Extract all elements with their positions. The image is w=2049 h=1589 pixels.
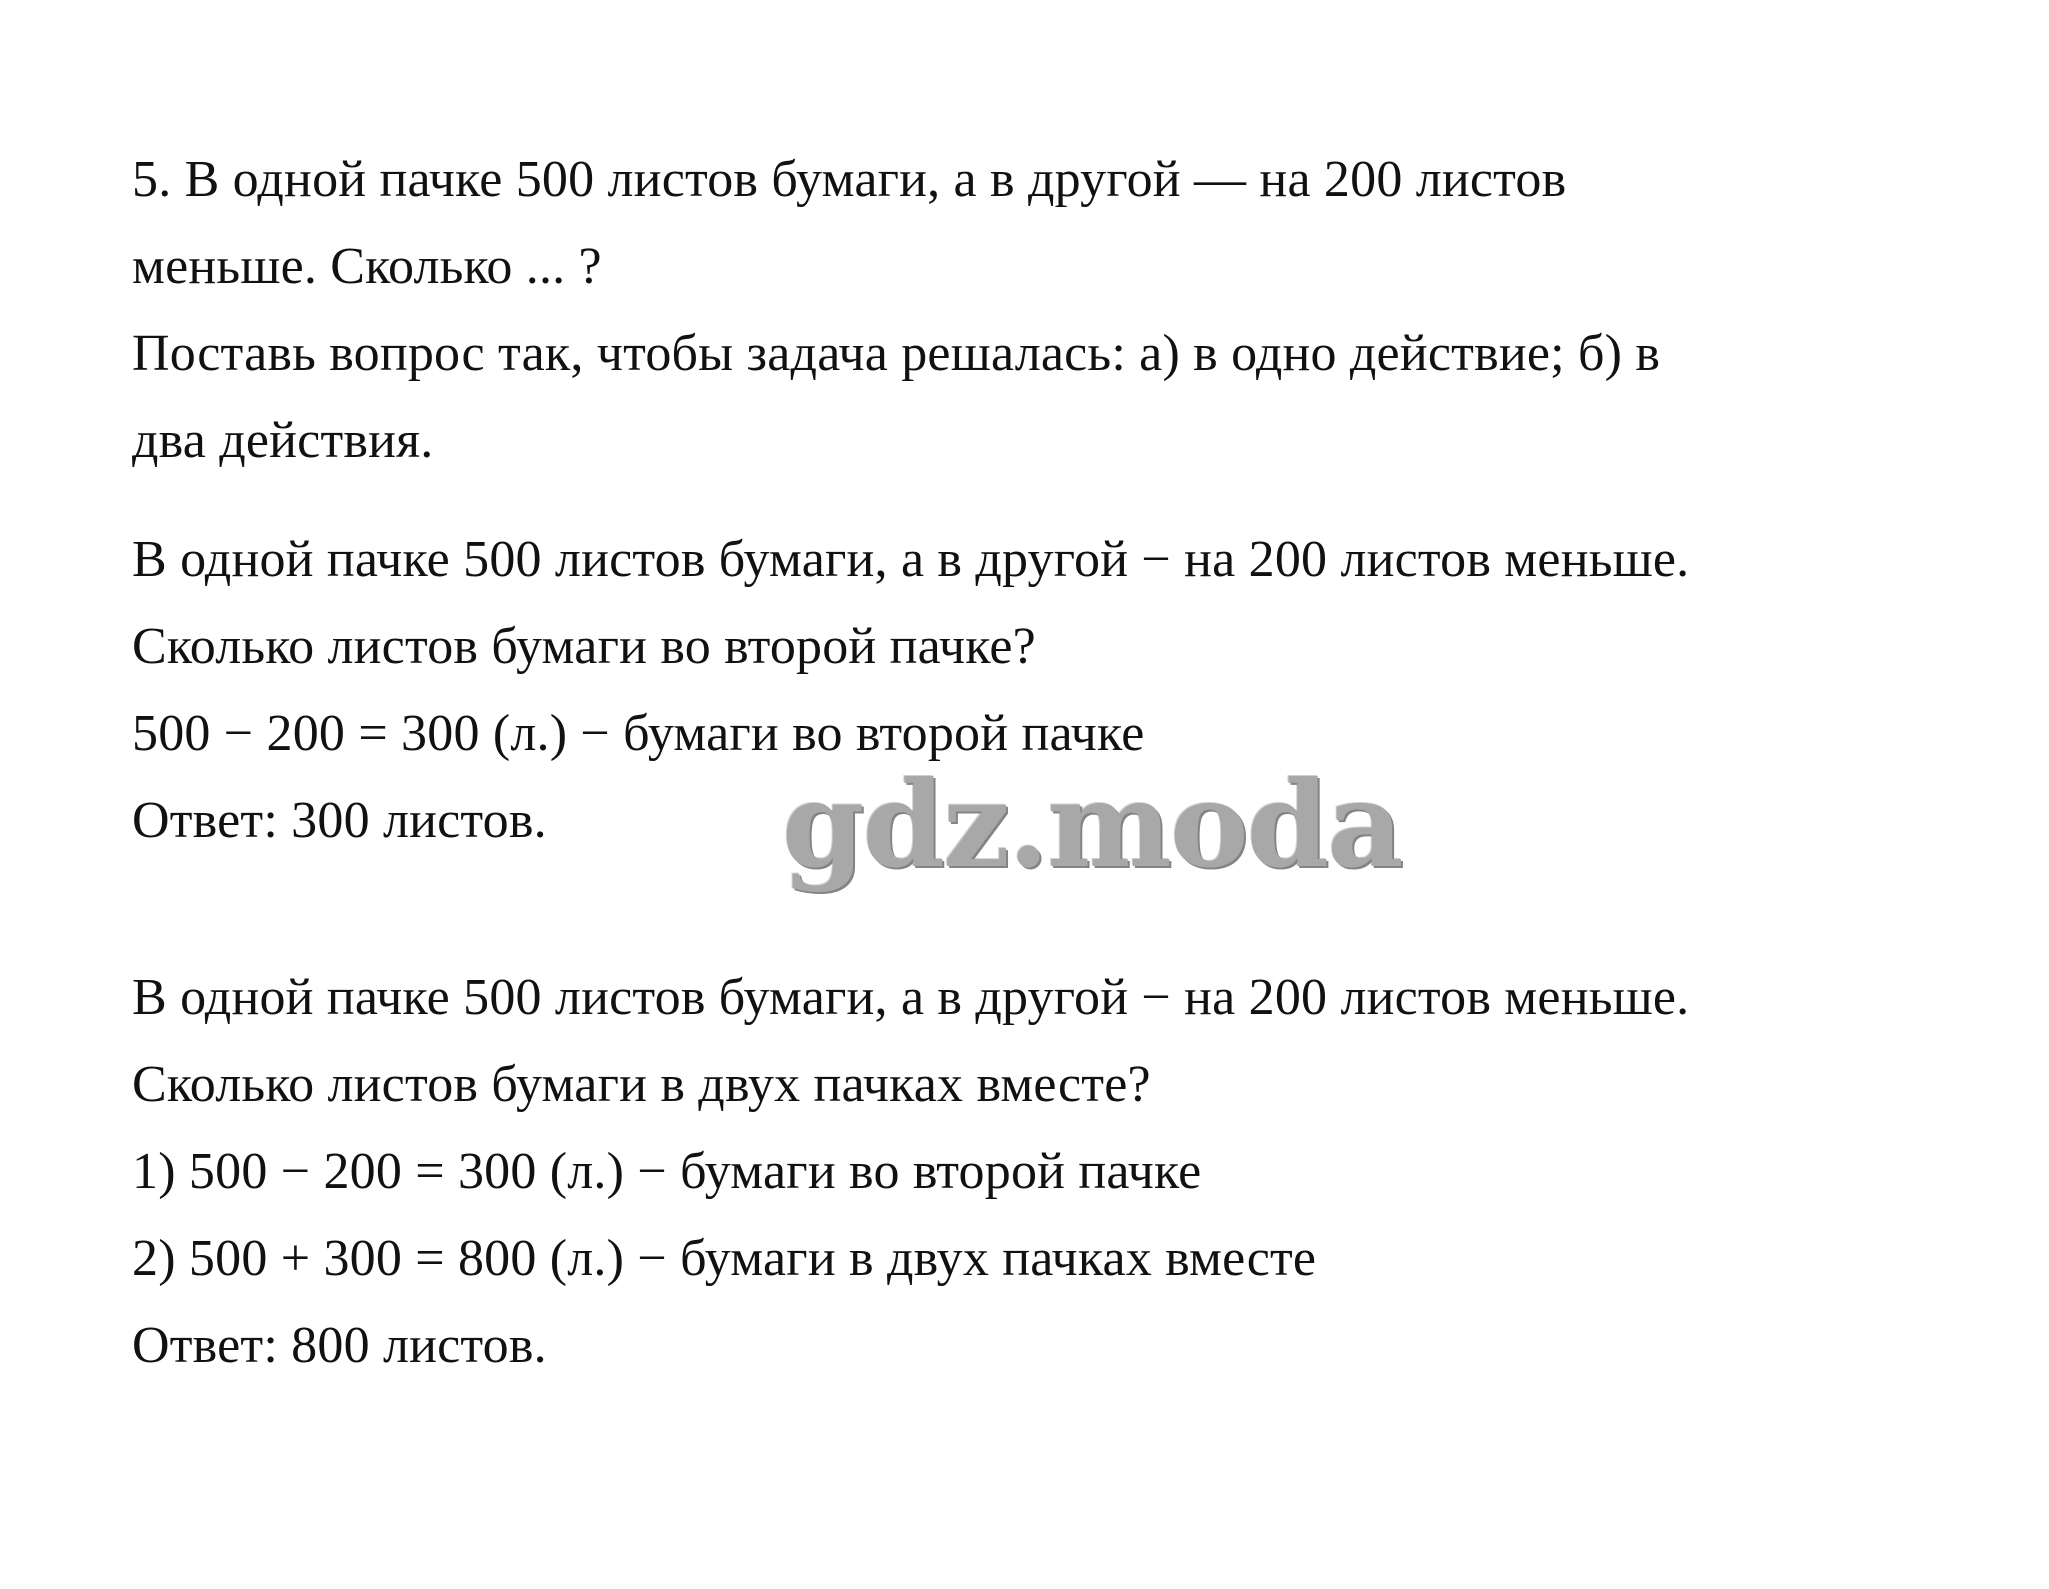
solution-b-answer: Ответ: 800 листов.	[132, 1317, 547, 1374]
watermark-logo: gdz.moda	[782, 755, 1402, 894]
solution-a-condition: В одной пачке 500 листов бумаги, а в другой − на 200 листов меньше.	[132, 531, 1690, 588]
task-line-3: Поставь вопрос так, чтобы задача решалась: а) в одно действие; б) в	[132, 325, 1661, 382]
task-line-4: два действия.	[132, 412, 434, 469]
solution-a-question: Сколько листов бумаги во второй пачке?	[132, 618, 1036, 675]
solution-b-question: Сколько листов бумаги в двух пачках вместе?	[132, 1056, 1151, 1113]
solution-a-answer: Ответ: 300 листов.	[132, 792, 547, 849]
solution-b-step-2: 2) 500 + 300 = 800 (л.) − бумаги в двух пачках вместе	[132, 1230, 1317, 1287]
task-line-2: меньше. Сколько ... ?	[132, 238, 602, 295]
task-line-1: 5. В одной пачке 500 листов бумаги, а в другой — на 200 листов	[132, 151, 1567, 208]
solution-b-condition: В одной пачке 500 листов бумаги, а в другой − на 200 листов меньше.	[132, 969, 1690, 1026]
solution-a-step-1: 500 − 200 = 300 (л.) − бумаги во второй пачке	[132, 705, 1145, 762]
solution-b-step-1: 1) 500 − 200 = 300 (л.) − бумаги во второй пачке	[132, 1143, 1202, 1200]
